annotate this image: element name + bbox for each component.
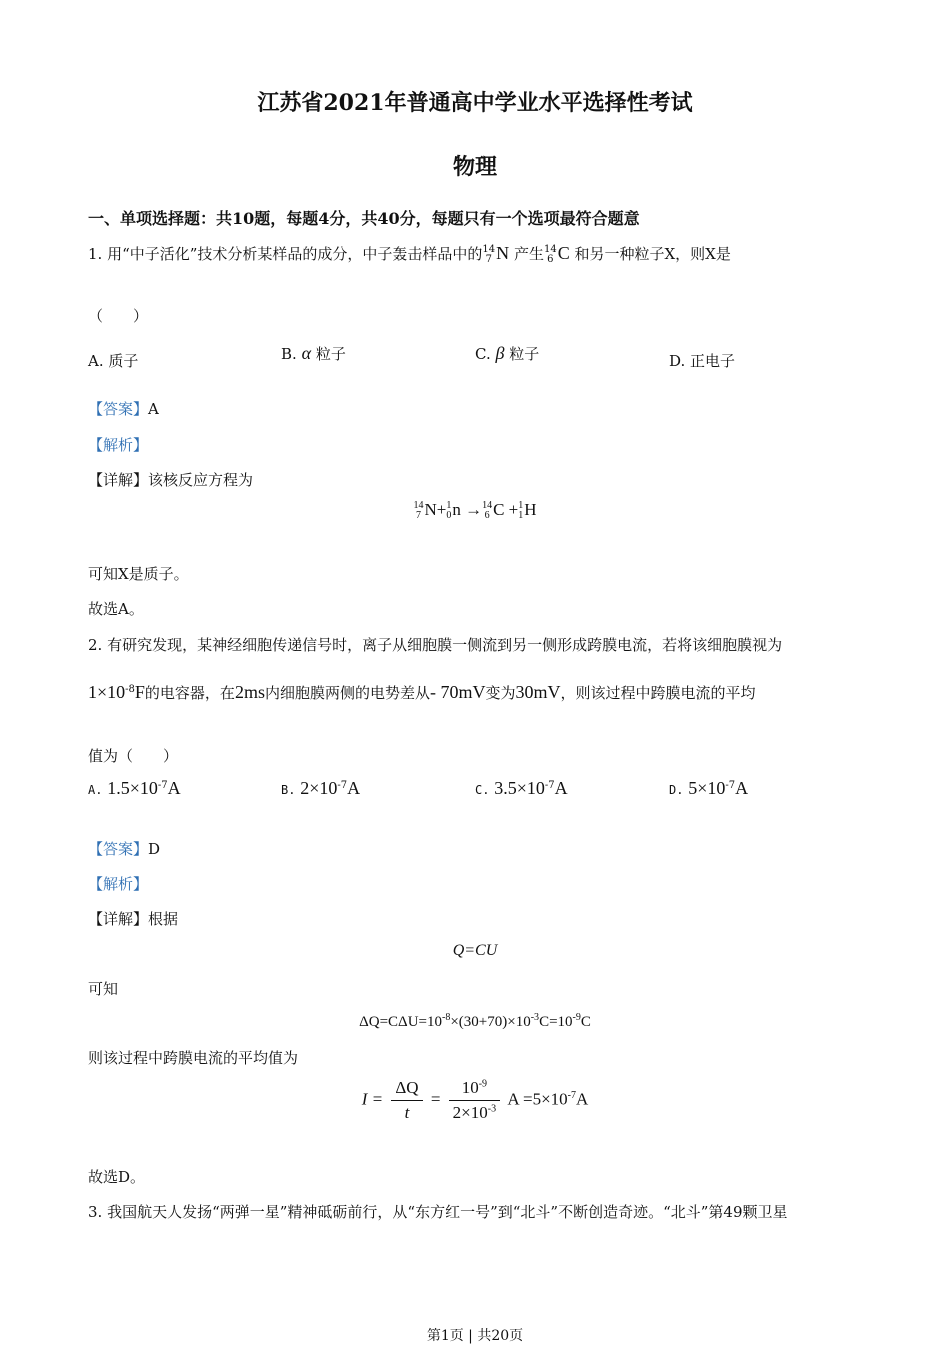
- q2-analysis-tag: 【解析】: [88, 875, 149, 893]
- q2-answer: 【答案】D: [88, 840, 161, 858]
- q1-option-a: A. 质子: [88, 352, 139, 370]
- q2-option-c: C. $3.5\times 10^{-7}A$: [475, 778, 568, 798]
- question-2-line2: $1\times 10^{-8}F$的电容器，在2ms内细胞膜两侧的电势差从- 70mV变为30mV，则该过程中跨膜电流的平均: [88, 682, 756, 702]
- beta-symbol: β: [495, 343, 505, 363]
- question-3-line1: 3. 我国航天人发扬“两弹一星”精神砥砺前行，从“东方红一号”到“北斗”不断创造奇迹。“北斗”第49颗卫星: [88, 1203, 788, 1221]
- q1-know: 可知X是质子。: [88, 565, 189, 583]
- q1-choose: 故选A。: [88, 600, 144, 618]
- q2-time: 2ms: [234, 682, 265, 702]
- q1-text-mid: 产生: [513, 245, 544, 263]
- q1-paren: （ ）: [88, 307, 149, 325]
- page-title: 江苏省2021年普通高中学业水平选择性考试: [257, 90, 693, 116]
- q1-text-post: 和另一种粒子X，则X是: [574, 245, 731, 263]
- q2-option-a: A. $1.5\times 10^{-7}A$: [88, 778, 181, 798]
- q2-voltage-end: 30mV: [515, 682, 561, 702]
- q2-detail: 【详解】根据: [88, 910, 179, 928]
- q1-equation: 14 7 N+1 0n →14 6 C +1 1H: [413, 499, 537, 522]
- q2-equation-3: I = $\frac{\Delta Q}{t}$ = $\frac{10^{-9}}{2\times 10^{-3}}$ $A =5\times 10^{-7}A$: [361, 1078, 589, 1122]
- q1-answer: 【答案】A: [88, 400, 159, 418]
- q1-option-c: C. β 粒子: [475, 343, 540, 363]
- q1-nitrogen-symbol: N: [496, 243, 510, 263]
- q1-carbon-symbol: C: [557, 243, 570, 263]
- q1-analysis-tag: 【解析】: [88, 436, 149, 454]
- q2-capacitance: 1×10: [88, 682, 126, 702]
- question-2-line3: 值为（ ）: [88, 747, 179, 765]
- q1-nitrogen-numbers: 14 7: [482, 243, 496, 265]
- q2-voltage-start: - 70mV: [429, 682, 486, 702]
- q2-option-b: B. $2\times 10^{-7}A$: [281, 778, 361, 798]
- q1-option-b: B. α 粒子: [281, 343, 346, 363]
- q2-option-d: D. $5\times 10^{-7}A$: [669, 778, 749, 798]
- q1-text-pre: 1. 用“中子活化”技术分析某样品的成分，中子轰击样品中的: [88, 245, 483, 263]
- question-1-stem: [88, 243, 731, 266]
- q2-equation-2: $\Delta Q=C\Delta U=10^{-8}\times(30+70)\times 10^{-3}C=10^{-9}C$: [359, 1012, 591, 1030]
- alpha-symbol: α: [301, 343, 312, 363]
- section-heading: 一、单项选择题：共10题，每题4分，共40分，每题只有一个选项最符合题意: [88, 209, 640, 228]
- q2-choose: 故选D。: [88, 1168, 146, 1186]
- question-2-line1: 2. 有研究发现，某神经细胞传递信号时，离子从细胞膜一侧流到另一侧形成跨膜电流，若将该细胞膜视为: [88, 636, 783, 654]
- q2-know: 可知: [88, 980, 119, 998]
- q1-detail: 【详解】该核反应方程为: [88, 471, 254, 489]
- q1-carbon-numbers: 14 6: [543, 243, 557, 265]
- q1-option-d: D. 正电子: [669, 352, 736, 370]
- q2-equation-1: Q=CU: [452, 942, 498, 959]
- page-footer: 第1页 | 共20页: [426, 1328, 524, 1344]
- q2-avg-text: 则该过程中跨膜电流的平均值为: [88, 1049, 299, 1067]
- subject-title: 物理: [452, 154, 497, 180]
